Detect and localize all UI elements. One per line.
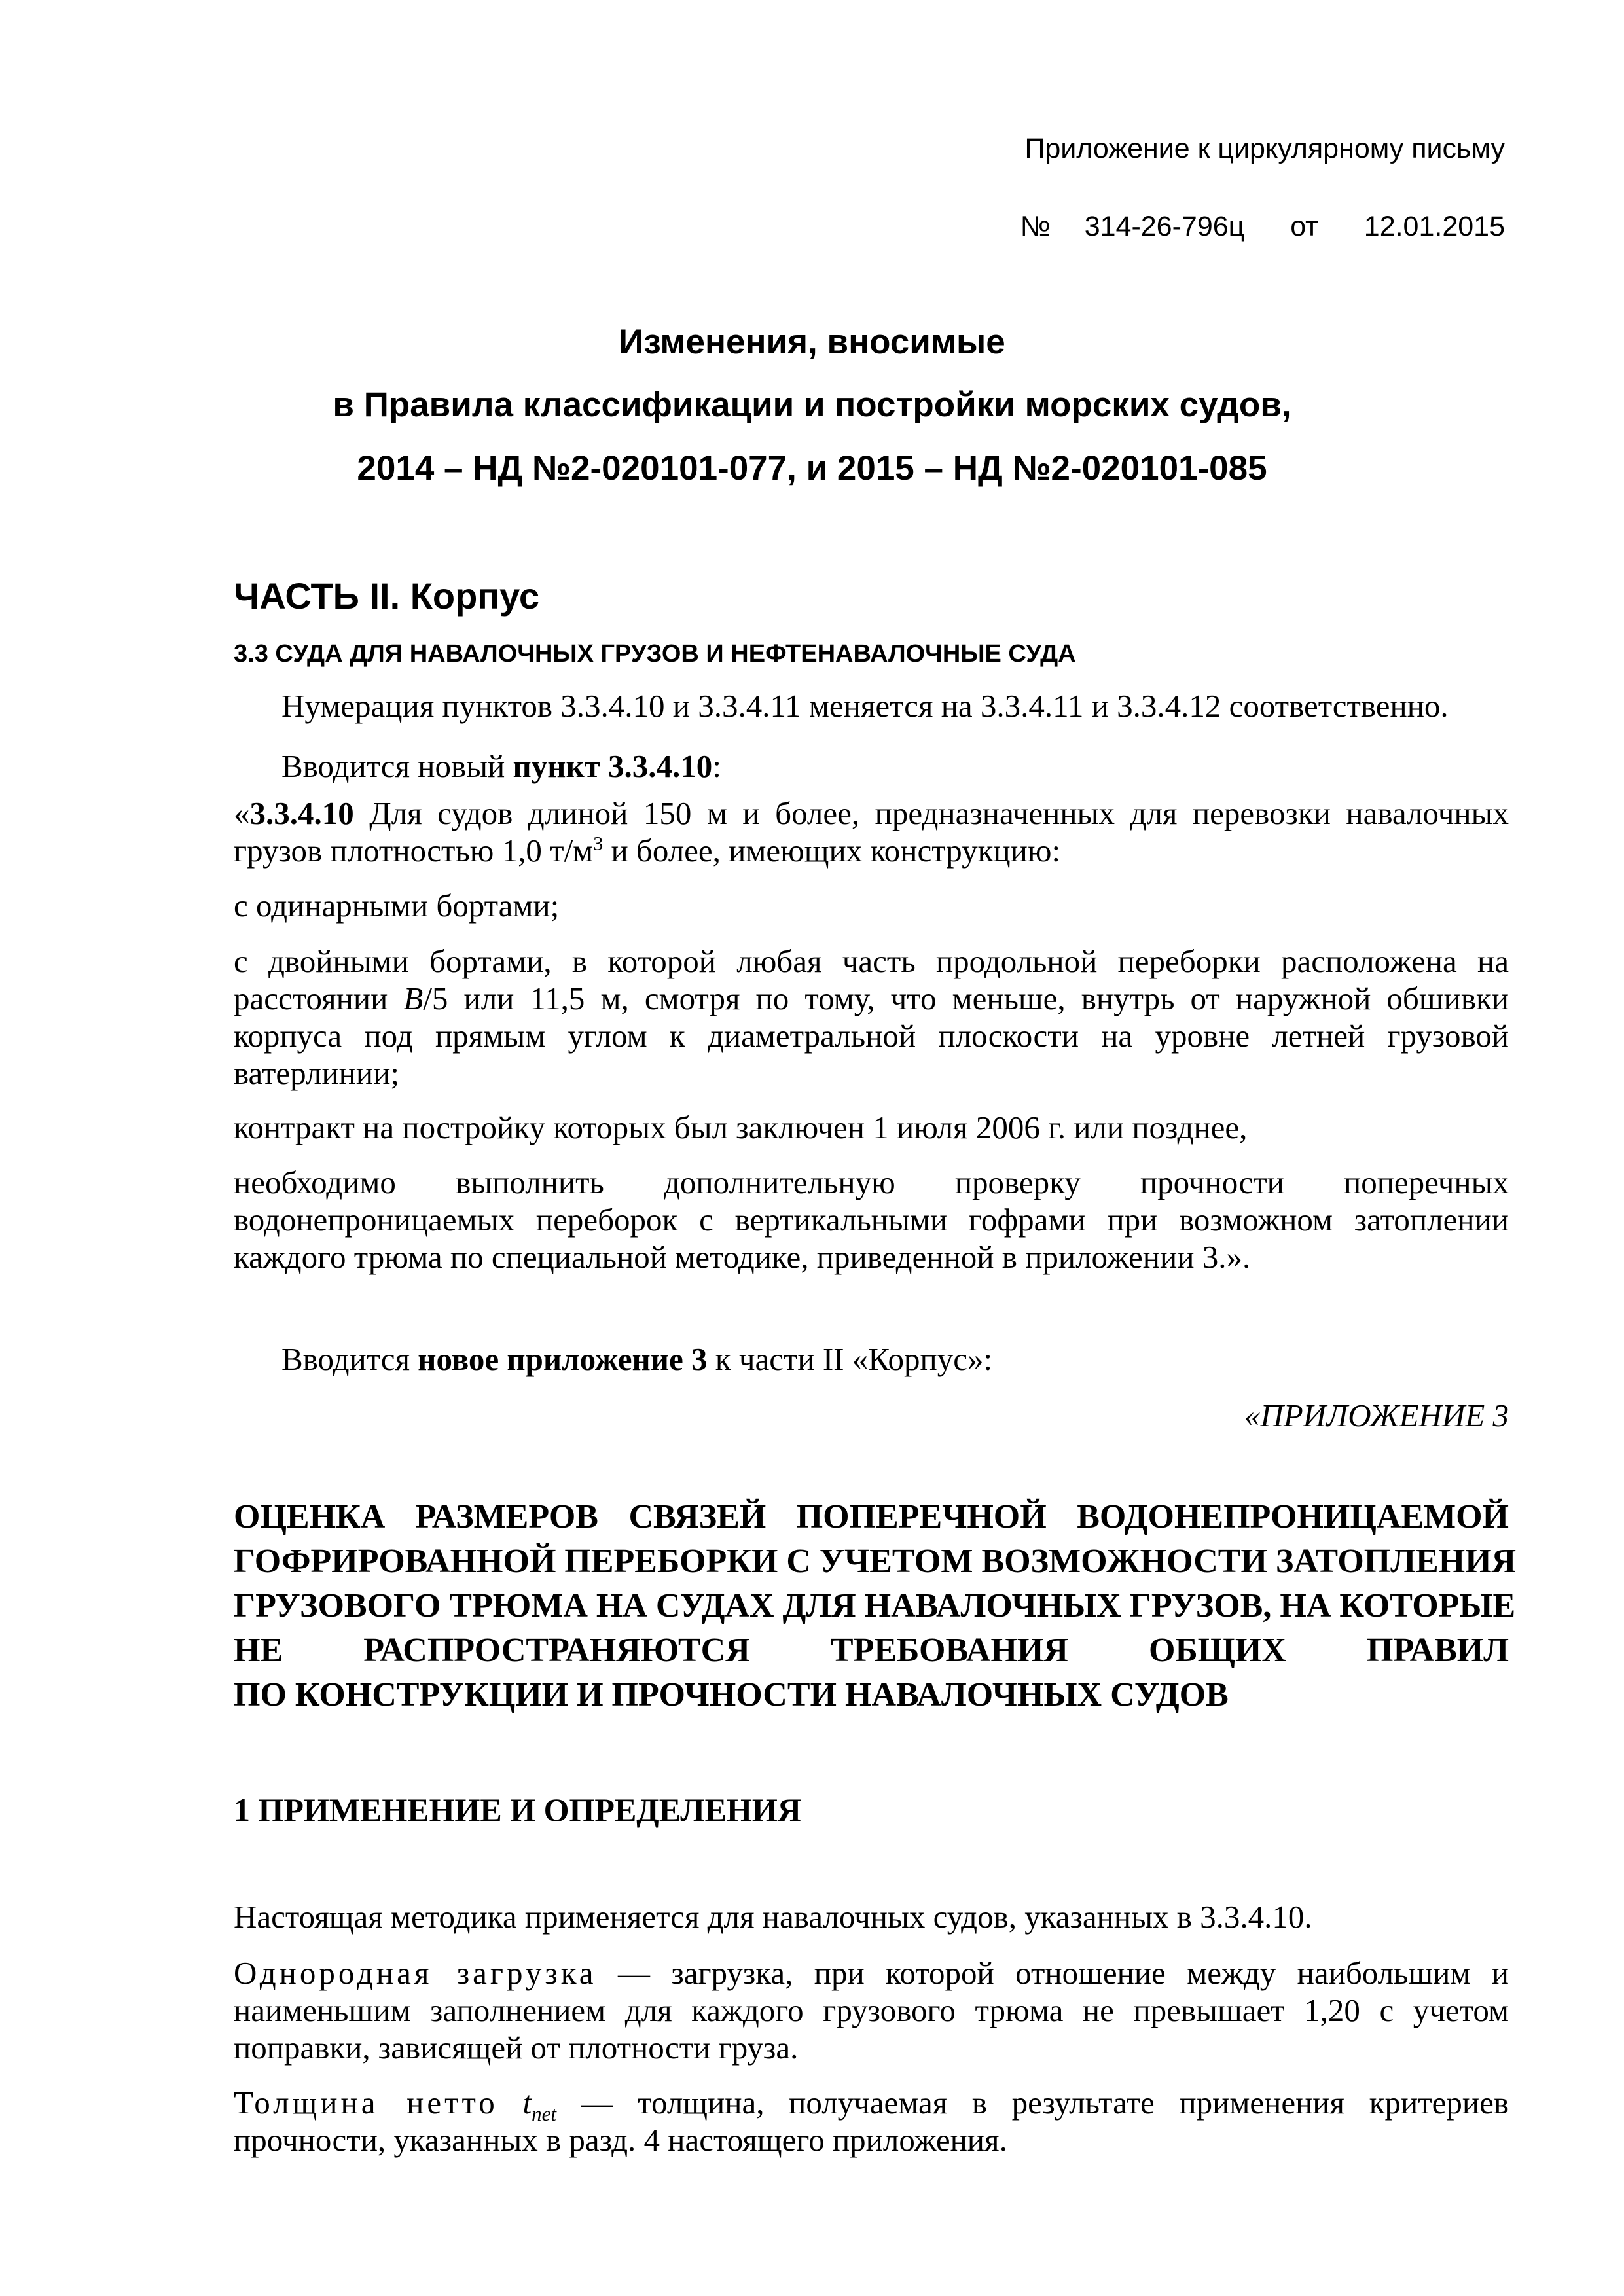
clause-design-text: и более, имеющих конструкцию: [603,833,1061,869]
title-line-1: Изменения, вносимые [619,323,1005,361]
net-thickness-line-2: прочности, указанных в разд. 4 настоящего приложения. [234,2122,1007,2158]
section-1-heading: 1 ПРИМЕНЕНИЕ И ОПРЕДЕЛЕНИЯ [234,1791,801,1828]
point-number-bold: пункт 3.3.4.10 [513,748,713,784]
part-heading: ЧАСТЬ II. Корпус [234,575,540,617]
distance-text: расстоянии [234,980,404,1016]
double-sides-line-4: ватерлинии; [234,1055,399,1091]
new-appendix-intro [281,1340,992,1378]
requirement-line-2: водонепроницаемых переборок с вертикальными гофрами при возможном затоплении [234,1202,1509,1238]
breadth-symbol: B [403,980,424,1016]
homogeneous-loading-term: Однородная загрузка [234,1955,597,1991]
open-quote: « [234,795,250,831]
double-sides-line-3: корпуса под прямым углом к диаметральной плоскости на уровне летней грузовой [234,1018,1509,1054]
appendix-reference-label: Приложение к циркулярному письму [1024,133,1505,164]
cubic-superscript: 3 [593,833,604,855]
appendix-title-line-4: НЕ РАСПРОСТРАНЯЮТСЯ ТРЕБОВАНИЯ ОБЩИХ ПРАВИЛ [234,1632,1509,1669]
number-sign: № [1020,211,1051,242]
date-prefix: от [1290,211,1318,242]
homogeneous-loading-line-2: наименьшим заполнением для каждого грузового трюма не превышает 1,20 с учетом [234,1992,1509,2028]
clause-text: Для судов длиной 150 м и более, предназначенных для перевозки навалочных [353,795,1509,831]
appendix-label: «ПРИЛОЖЕНИЕ 3 [1244,1397,1509,1433]
appendix-intro-bold: новое приложение 3 [418,1341,708,1377]
requirement-line-1: необходимо выполнить дополнительную проверку прочности поперечных [234,1164,1509,1200]
appendix-intro-text: Вводится [281,1341,418,1377]
double-sides-line-1: с двойными бортами, в которой любая часть продольной переборки расположена на [234,943,1509,979]
new-point-intro [281,747,721,785]
homogeneous-loading-definition: — загрузка, при которой отношение между наибольшим и [596,1955,1509,1991]
appendix-intro-rest: к части II «Корпус»: [707,1341,993,1377]
clause-density-text: грузов плотностью 1,0 т/м [234,833,594,869]
homogeneous-loading-line-1 [234,1954,1509,1992]
single-sides-item: с одинарными бортами; [234,888,560,924]
appendix-title-line-3: ГРУЗОВОГО ТРЮМА НА СУДАХ ДЛЯ НАВАЛОЧНЫХ ГРУЗОВ, НА КОТОРЫЕ [234,1587,1516,1624]
requirement-line-3: каждого трюма по специальной методике, приведенной в приложении 3.». [234,1239,1251,1275]
appendix-title-line-5: ПО КОНСТРУКЦИИ И ПРОЧНОСТИ НАВАЛОЧНЫХ СУДОВ [234,1676,1229,1713]
clause-number: 3.3.4.10 [249,795,354,831]
intro-colon: : [712,748,721,784]
net-thickness-term: Толщина нетто [234,2085,498,2121]
net-thickness-definition: — толщина, получаемая в результате применения критериев [556,2085,1509,2121]
letter-number: 314-26-796ц [1084,211,1245,242]
distance-rest: /5 или 11,5 м, смотря по тому, что меньше, внутрь от наружной обшивки [423,980,1509,1016]
clause-line-2 [234,832,1509,869]
contract-date-item: контракт на постройку которых был заключен 1 июля 2006 г. или позднее, [234,1109,1248,1145]
letter-date: 12.01.2015 [1363,211,1505,242]
renumbering-paragraph: Нумерация пунктов 3.3.4.10 и 3.3.4.11 меняется на 3.3.4.11 и 3.3.4.12 соответственно. [281,688,1449,724]
section-heading: 3.3 СУДА ДЛЯ НАВАЛОЧНЫХ ГРУЗОВ И НЕФТЕНАВАЛОЧНЫЕ СУДА [234,640,1076,668]
title-line-2: в Правила классификации и постройки морских судов, [333,386,1291,424]
double-sides-line-2 [234,980,1509,1017]
net-thickness-symbol: t [522,2085,532,2121]
intro-text: Вводится новый [281,748,513,784]
applicability-paragraph: Настоящая методика применяется для навалочных судов, указанных в 3.3.4.10. [234,1899,1312,1935]
appendix-title-line-2: ГОФРИРОВАННОЙ ПЕРЕБОРКИ С УЧЕТОМ ВОЗМОЖНОСТИ ЗАТОПЛЕНИЯ [234,1543,1517,1580]
appendix-title-line-1: ОЦЕНКА РАЗМЕРОВ СВЯЗЕЙ ПОПЕРЕЧНОЙ ВОДОНЕПРОНИЦАЕМОЙ [234,1498,1509,1535]
title-line-3: 2014 – НД №2-020101-077, и 2015 – НД №2-020101-085 [357,449,1267,488]
clause-line-1 [234,795,1509,832]
net-subscript: net [532,2102,556,2125]
circular-letter-number-line [1020,211,1505,243]
net-thickness-line-1 [234,2084,1509,2125]
homogeneous-loading-line-3: поправки, зависящей от плотности груза. [234,2030,799,2066]
